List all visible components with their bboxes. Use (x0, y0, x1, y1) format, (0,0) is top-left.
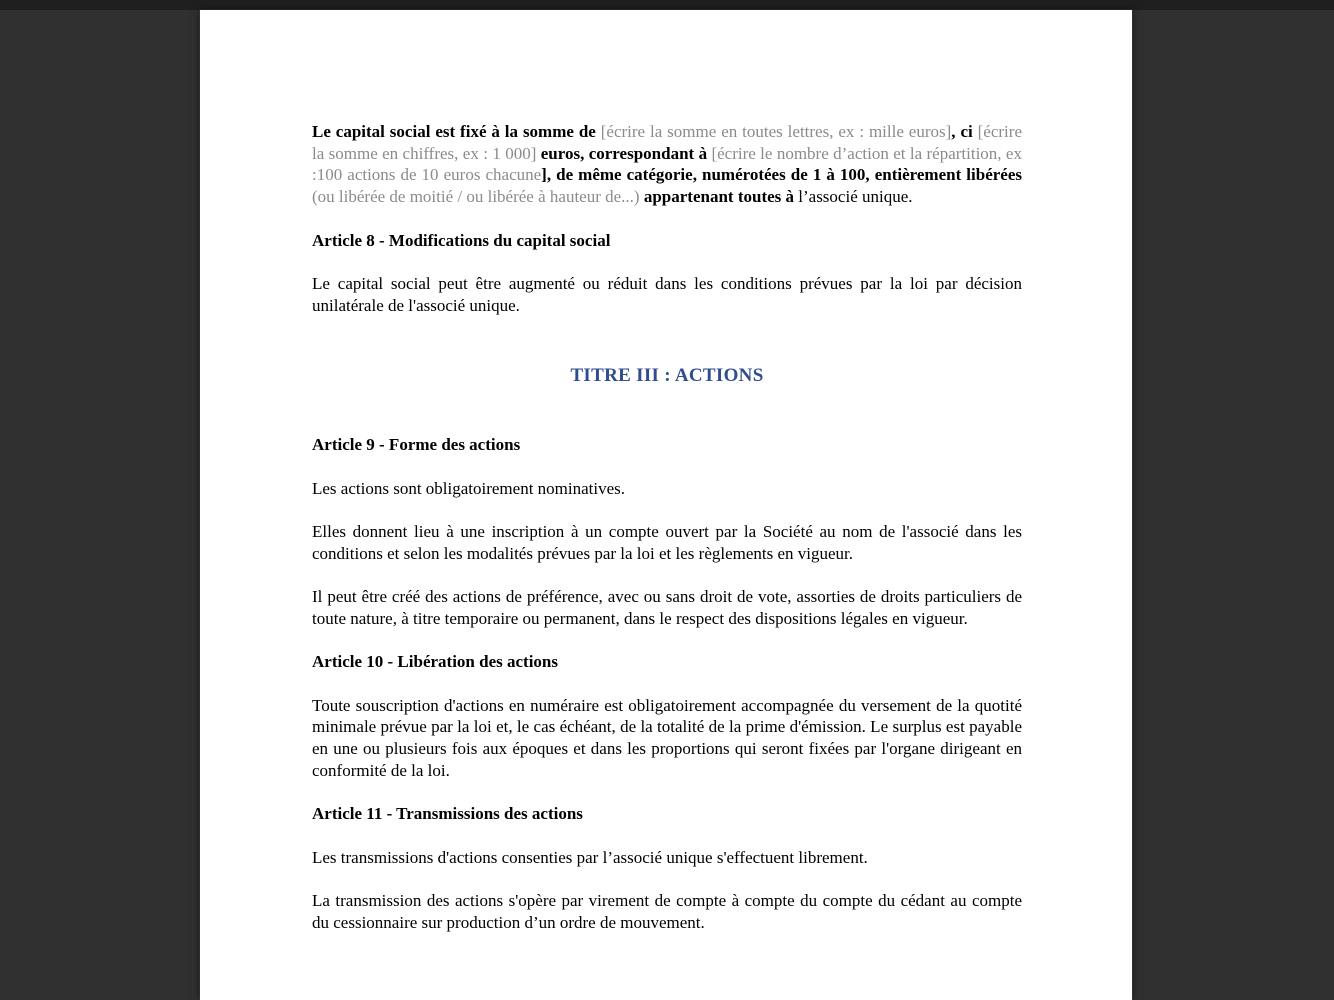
paragraph-article-8-body: Le capital social peut être augmenté ou réduit dans les conditions prévues par la loi par décision unilatérale de l'associé unique. (312, 273, 1022, 315)
viewer-top-edge (0, 0, 1334, 10)
text-run: , ci (951, 122, 978, 141)
text-run: euros, correspondant à (536, 143, 712, 163)
paragraph-article-10-body: Toute souscription d'actions en numéraire est obligatoirement accompagnée du versement de la quotité minimale prévue par la loi et, le cas échéant, de la totalité de la prime d'émission. Le surplus est payable en une ou plusieurs fois aux époques et dans les proportions qui seront fixées par l'organe dirigeant en conformité de la loi. (312, 695, 1022, 780)
text-run: ], de même catégorie, numérotées de 1 à 100, entièrement libérées (541, 165, 1022, 185)
text-run: Le capital social est fixé à la somme de (312, 122, 601, 141)
paragraph-capital-social (312, 121, 1022, 208)
placeholder-text: (ou libérée de moitié / ou libérée à hauteur de...) (312, 187, 640, 207)
placeholder-text: [écrire la somme en chiffres, ex : 1 000] (312, 122, 1022, 163)
heading-article-10: Article 10 - Libération des actions (312, 652, 558, 672)
paragraph-article-11-body-2: La transmission des actions s'opère par virement de compte à compte du compte du cédant au compte du cessionnaire sur production d’un ordre de mouvement. (312, 890, 1022, 932)
heading-article-8: Article 8 - Modifications du capital social (312, 230, 611, 250)
document-content (312, 121, 1022, 955)
text-run: l’associé unique. (798, 187, 913, 207)
paragraph-article-11-body-1: Les transmissions d'actions consenties par l’associé unique s'effectuent librement. (312, 847, 868, 867)
placeholder-text: [écrire le nombre d’action et la répartition, ex :100 actions de 10 euros chacune (312, 143, 1022, 185)
placeholder-text: [écrire la somme en toutes lettres, ex : mille euros] (600, 122, 952, 141)
heading-article-11: Article 11 - Transmissions des actions (312, 804, 583, 824)
paragraph-article-9-body-3: Il peut être créé des actions de préférence, avec ou sans droit de vote, assorties de droits particuliers de toute nature, à titre temporaire ou permanent, dans le respect des dispositions légales en vigueur. (312, 587, 1022, 628)
document-page (200, 10, 1132, 1000)
title-titre-3-actions: TITRE III : ACTIONS (570, 365, 764, 387)
paragraph-article-9-body-1: Les actions sont obligatoirement nominatives. (312, 478, 626, 498)
heading-article-9: Article 9 - Forme des actions (312, 435, 521, 455)
paragraph-article-9-body-2: Elles donnent lieu à une inscription à un compte ouvert par la Société au nom de l'associé dans les conditions et selon les modalités prévues par la loi et les règlements en vigueur. (312, 522, 1022, 563)
text-run: appartenant toutes à (639, 187, 799, 207)
